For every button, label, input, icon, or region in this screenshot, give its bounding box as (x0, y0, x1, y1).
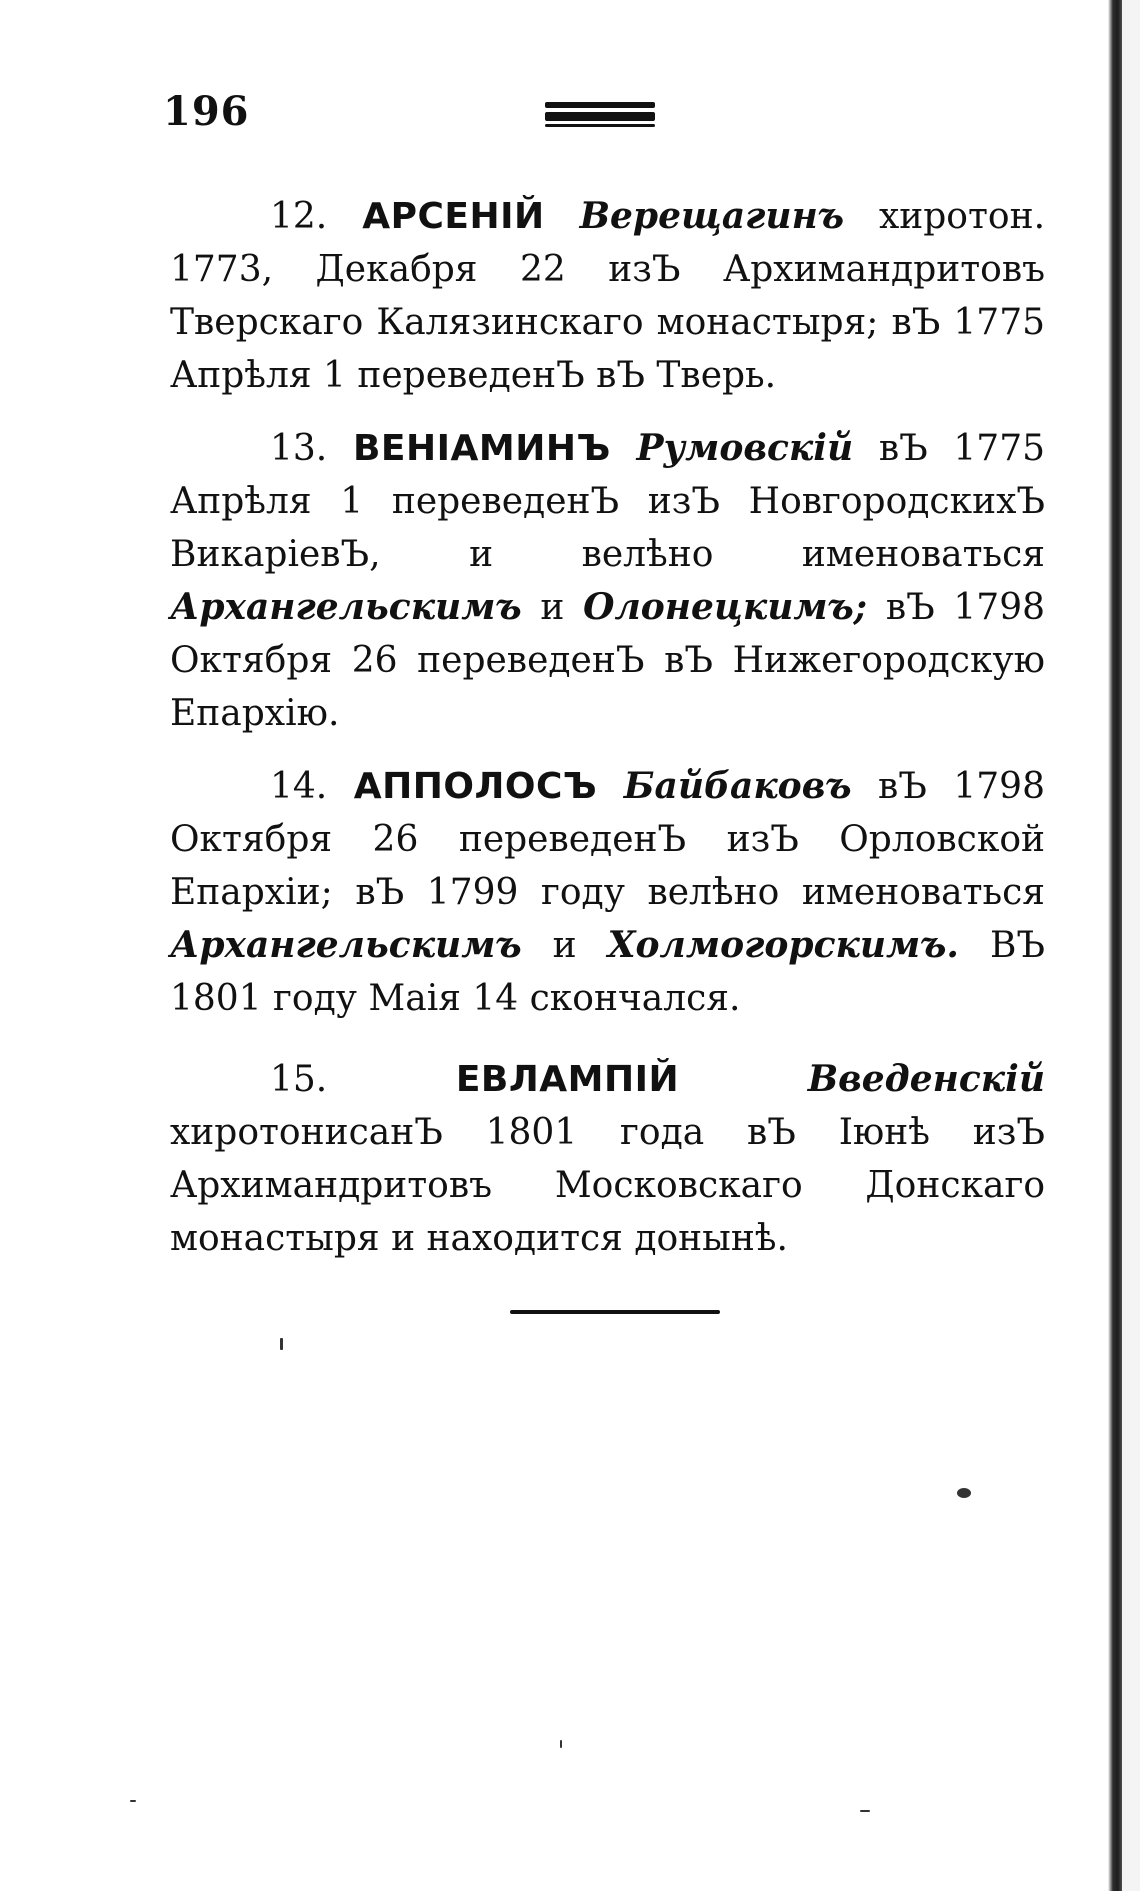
bishop-name: АРСЕНІЙ (362, 196, 545, 237)
ink-speck (130, 1800, 136, 1802)
text-body (170, 190, 1045, 1285)
title-italic: Олонецкимъ; (583, 586, 868, 628)
bishop-name: АППОЛОСЪ (353, 766, 598, 807)
entry-number: 15. (270, 1059, 328, 1100)
end-rule-divider (510, 1310, 720, 1314)
entry-14 (170, 760, 1045, 1025)
headpiece-ornament (545, 100, 655, 130)
entry-12 (170, 190, 1045, 402)
entry-number: 14. (270, 766, 328, 807)
conjunction: и (540, 587, 565, 628)
entry-15 (170, 1053, 1045, 1265)
entry-text: вЪ 1798 Октября 26 переведенЪ вЪ Нижегородскую Епархію. (170, 587, 1046, 734)
page-margin-shadow (1122, 0, 1140, 1891)
entry-text: вЪ 1775 Апрѣля 1 переведенЪ изЪ НовгородскихЪ ВикаріевЪ, и велѣно именоваться (170, 428, 1046, 575)
bishop-surname: Байбаковъ (623, 765, 852, 807)
entry-number: 12. (270, 196, 328, 237)
entry-13 (170, 422, 1045, 740)
conjunction: и (552, 925, 577, 966)
title-italic: Холмогорскимъ. (607, 924, 959, 966)
entry-text: ВЪ 1801 году Маія 14 скончался. (170, 925, 1046, 1019)
page-edge-shadow (1108, 0, 1122, 1891)
ink-speck (860, 1810, 870, 1812)
entry-text: хиротон. 1773, Декабря 22 изЪ Архимандритовъ Тверскаго Калязинскаго монастыря; вЪ 1775 Апрѣля 1 переведенЪ вЪ Тверь. (170, 196, 1046, 396)
bishop-name: ВЕНІАМИНЪ (352, 428, 611, 469)
entry-text: вЪ 1798 Октября 26 переведенЪ изЪ Орловской Епархіи; вЪ 1799 году велѣно именоваться (170, 766, 1045, 913)
bishop-name: ЕВЛАМПІЙ (455, 1059, 680, 1100)
ink-speck (957, 1488, 971, 1498)
ink-speck (560, 1740, 562, 1748)
ink-speck (280, 1338, 283, 1350)
entry-number: 13. (270, 428, 328, 469)
bishop-surname: Румовскій (636, 427, 854, 469)
bishop-surname: Верещагинъ (579, 195, 845, 237)
title-italic: Архангельскимъ (170, 924, 522, 966)
bishop-surname: Введенскій (807, 1058, 1045, 1100)
page-number: 196 (163, 88, 250, 135)
entry-text: хиротонисанЪ 1801 года вЪ Іюнѣ изЪ Архимандритовъ Московскаго Донскаго монастыря и находится донынѣ. (170, 1112, 1045, 1259)
title-italic: Архангельскимъ (170, 586, 522, 628)
